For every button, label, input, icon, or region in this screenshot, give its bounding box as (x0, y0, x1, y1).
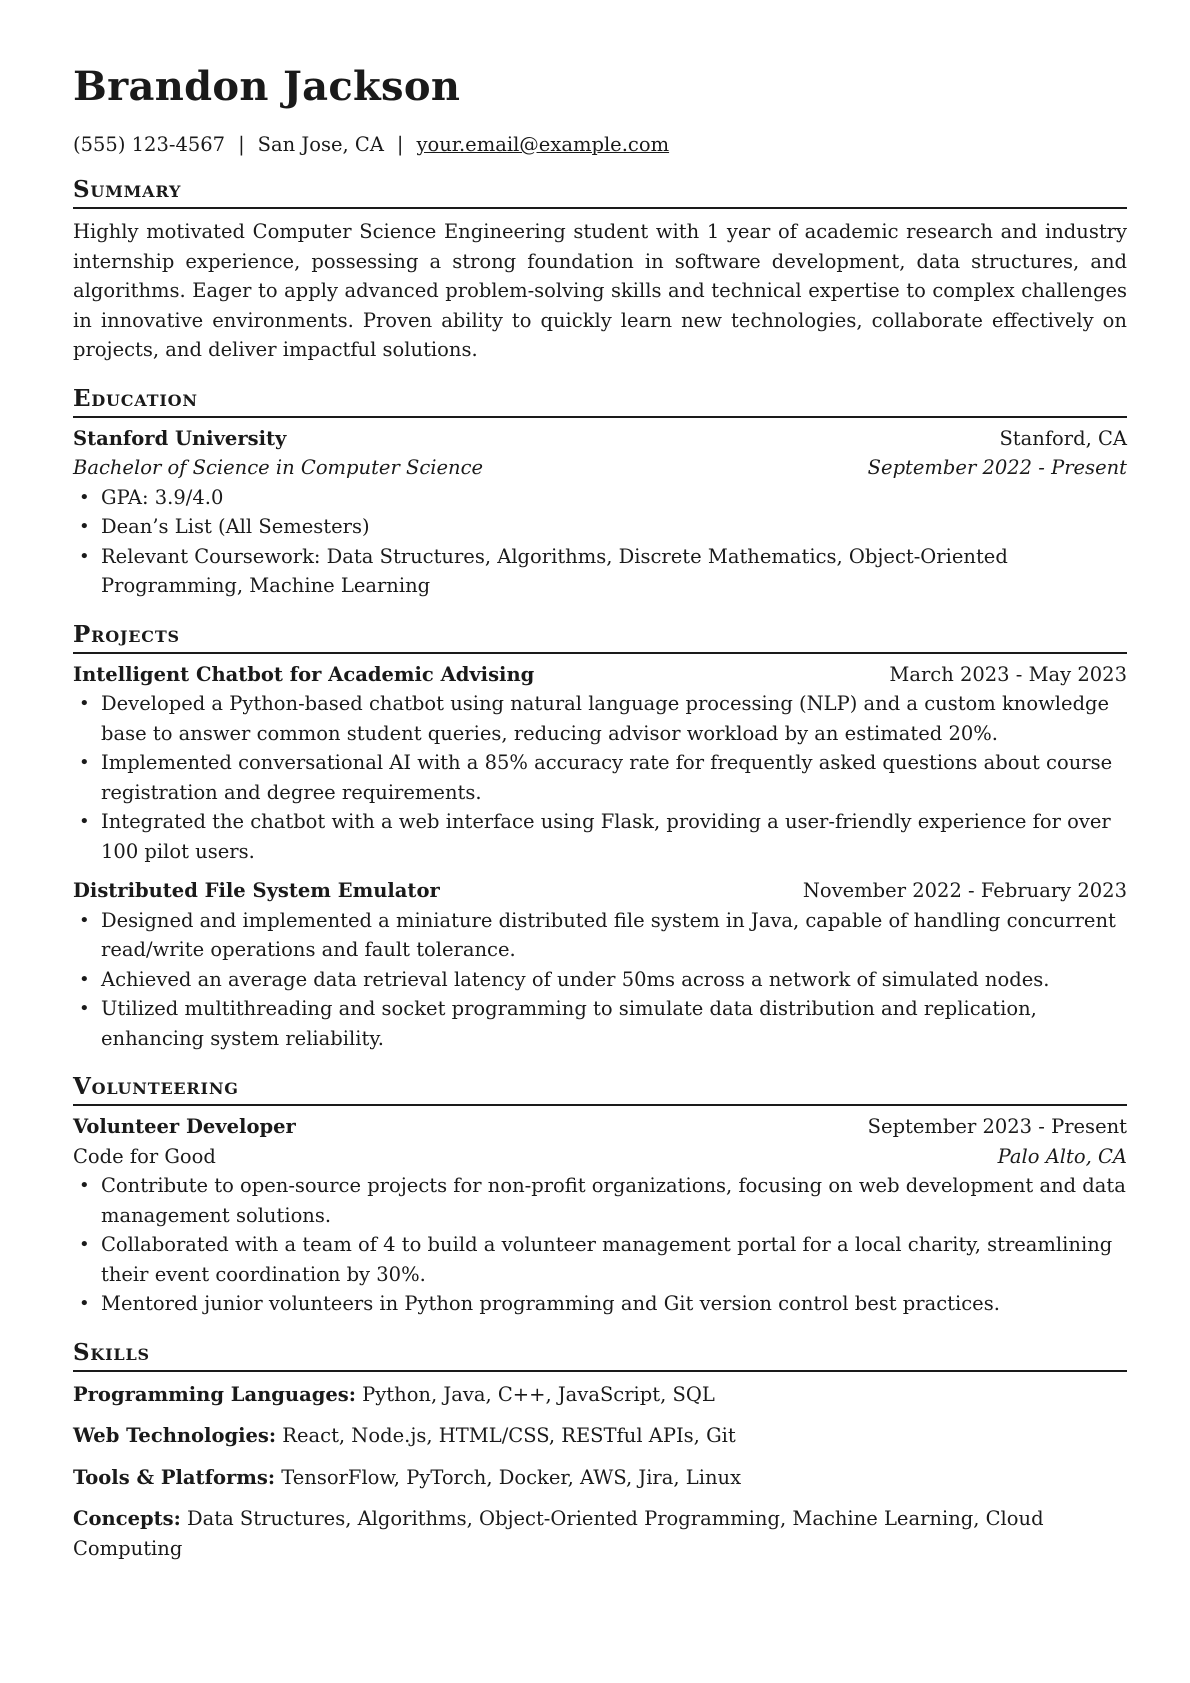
volunteer-org-row (73, 1142, 1127, 1172)
skill-value: TensorFlow, PyTorch, Docker, AWS, Jira, Linux (281, 1465, 742, 1489)
list-item: • Utilized multithreading and socket programming to simulate data distribution and replication, enhancing system reliability. (73, 994, 1127, 1053)
candidate-name: Brandon Jackson (73, 63, 461, 110)
degree-name: Bachelor of Science in Computer Science (73, 456, 484, 480)
section-title-volunteering: Volunteering (73, 1075, 1127, 1106)
skill-value: React, Node.js, HTML/CSS, RESTful APIs, Git (282, 1424, 736, 1448)
degree-row (73, 453, 1127, 483)
volunteer-bullets (73, 1171, 1127, 1319)
list-item: • Achieved an average data retrieval latency of under 50ms across a network of simulated nodes. (73, 965, 1127, 995)
section-title-projects: Projects (73, 623, 1127, 654)
summary-text: Highly motivated Computer Science Engineering student with 1 year of academic research and industry internship experience, possessing a strong foundation in software development, data structures, and algorithms. Eager to apply advanced problem-solving skills and technical expertise to complex challenges in innovative environments. Proven ability to quickly learn new technologies, collaborate effectively on projects, and deliver impactful solutions. (73, 220, 1127, 362)
list-item: • Designed and implemented a miniature distributed file system in Java, capable of handling concurrent read/write operations and fault tolerance. (73, 906, 1127, 965)
volunteer-role: Volunteer Developer (73, 1115, 296, 1139)
section-title-summary: Summary (73, 178, 1127, 209)
contact-separator: | (238, 133, 245, 156)
project-bullets (73, 689, 1127, 866)
project-entry (73, 660, 1127, 867)
email-link[interactable]: your.email@example.com (416, 133, 670, 156)
project-entry (73, 876, 1127, 1053)
volunteer-role-row (73, 1112, 1127, 1142)
list-item: • Collaborated with a team of 4 to build a volunteer management portal for a local charity, streamlining their event coordination by 30%. (73, 1230, 1127, 1289)
project-row (73, 876, 1127, 906)
list-item: • Integrated the chatbot with a web interface using Flask, providing a user-friendly experience for over 100 pilot users. (73, 807, 1127, 866)
skills-section (73, 1338, 1127, 1564)
list-item: • Mentored junior volunteers in Python programming and Git version control best practices. (73, 1289, 1127, 1319)
list-item: • Contribute to open-source projects for non-profit organizations, focusing on web development and data management solutions. (73, 1171, 1127, 1230)
skill-label: Concepts: (73, 1507, 181, 1531)
school-location: Stanford, CA (999, 426, 1127, 450)
project-name: Intelligent Chatbot for Academic Advising (73, 662, 535, 686)
skill-label: Programming Languages: (73, 1382, 356, 1406)
education-entry (73, 424, 1127, 601)
contact-separator: | (396, 133, 404, 156)
volunteering-entry (73, 1112, 1127, 1319)
location-text: San Jose, CA (257, 133, 384, 156)
education-section (73, 384, 1127, 601)
section-title-skills: Skills (73, 1341, 1127, 1372)
skill-line (73, 1421, 1127, 1451)
list-item: • GPA: 3.9/4.0 (73, 483, 1127, 513)
skill-line (73, 1463, 1127, 1493)
skill-line (73, 1504, 1127, 1563)
project-bullets (73, 906, 1127, 1054)
skill-value: Python, Java, C++, JavaScript, SQL (362, 1382, 715, 1406)
volunteer-org: Code for Good (73, 1144, 216, 1168)
project-dates: November 2022 - February 2023 (802, 879, 1127, 903)
list-item: • Developed a Python-based chatbot using natural language processing (NLP) and a custom knowledge base to answer common student queries, reducing advisor workload by an estimated 20%. (73, 689, 1127, 748)
school-name: Stanford University (73, 426, 287, 450)
skill-value: Data Structures, Algorithms, Object-Oriented Programming, Machine Learning, Cloud Computing (73, 1507, 1044, 1560)
skill-label: Tools & Platforms: (73, 1465, 276, 1489)
skill-line (73, 1380, 1127, 1410)
volunteering-section (73, 1075, 1127, 1319)
education-row (73, 424, 1127, 454)
project-name: Distributed File System Emulator (73, 879, 440, 903)
contact-line (73, 133, 1127, 156)
section-title-education: Education (73, 387, 1127, 418)
project-dates: March 2023 - May 2023 (889, 662, 1127, 686)
education-dates: September 2022 - Present (867, 456, 1127, 480)
resume-page (73, 55, 1127, 1563)
project-row (73, 660, 1127, 690)
volunteer-dates: September 2023 - Present (867, 1115, 1127, 1139)
projects-section (73, 620, 1127, 1054)
list-item: • Relevant Coursework: Data Structures, Algorithms, Discrete Mathematics, Object-Oriented Programming, Machine Learning (73, 542, 1127, 601)
skill-label: Web Technologies: (73, 1424, 277, 1448)
list-item: • Dean’s List (All Semesters) (73, 512, 1127, 542)
phone-number: (555) 123-4567 (73, 133, 226, 156)
education-bullets (73, 483, 1127, 601)
volunteer-location: Palo Alto, CA (997, 1144, 1127, 1168)
summary-section (73, 178, 1127, 365)
list-item: • Implemented conversational AI with a 85% accuracy rate for frequently asked questions about course registration and degree requirements. (73, 748, 1127, 807)
